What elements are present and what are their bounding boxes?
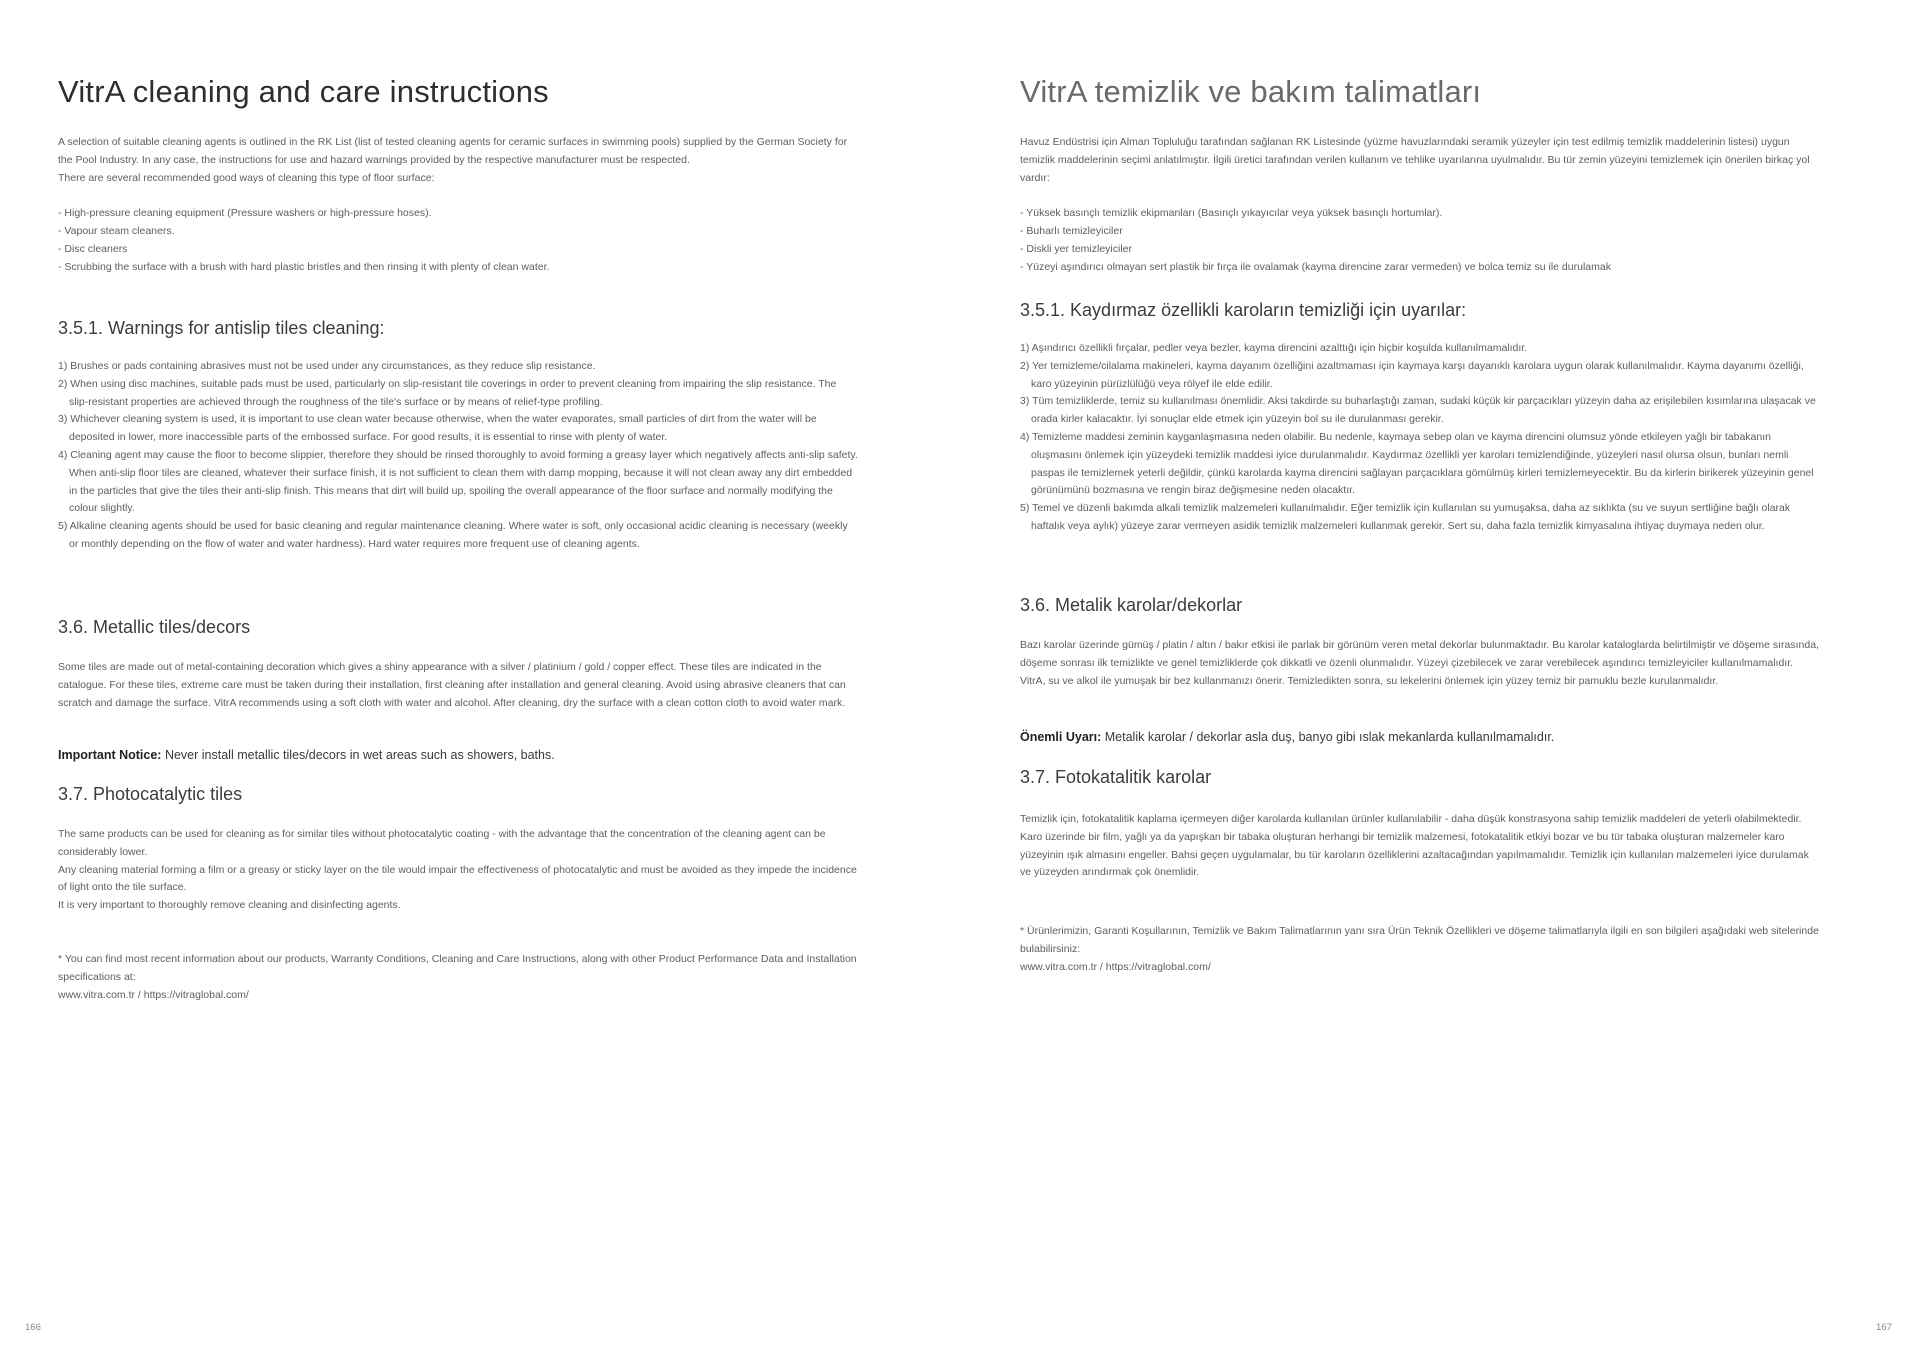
footnote xyxy=(58,951,858,1004)
page-number: 167 xyxy=(1876,1322,1892,1333)
section-heading: 3.7. Fotokatalitik karolar xyxy=(1020,767,1212,787)
warnings-list xyxy=(1020,340,1820,536)
paragraph: Temizlik için, fotokatalitik kaplama içermeyen diğer karolarda kullanılan ürünler kullanılabilir - daha düşük konstrasyona sahip temizlik maddeleri de yeterli olabilmektedir. Karo üzerinde bir film, yağlı ya da yapışkan bir tabaka oluşturan herhangi bir temizlik malzemesi, fotokatalitik etkiyi bozar ve bu tür tabaka oluşturan malzemeler karo yüzeyinin ışık almasını engeller. Bahsi geçen uygulamalar, bu tür karoların özelliklerini azaltacağından yapılmamalıdır. Temizlik için kullanılan malzemeleri iyice durulamak ve yüzeyden arındırmak çok önemlidir. xyxy=(1020,813,1809,879)
paragraph: Some tiles are made out of metal-containing decoration which gives a shiny appearance with a silver / platinium / gold / copper effect. These tiles are indicated in the catalogue. For these tiles, extreme care must be taken during their installation, first cleaning after installation and general cleaning. Avoid using abrasive cleaners that can scratch and damage the surface. VitrA recommends using a soft cloth with water and alcohol. After cleaning, dry the surface with a clean cotton cloth to avoid water mark. xyxy=(58,661,846,709)
section-36 xyxy=(58,617,858,638)
section-36-body xyxy=(58,659,858,712)
notice-label: Important Notice: xyxy=(58,748,162,762)
footnote xyxy=(1020,923,1820,976)
page-number: 166 xyxy=(25,1322,41,1333)
method-item: - Disc cleaners xyxy=(58,242,128,255)
paragraph: It is very important to thoroughly remove cleaning and disinfecting agents. xyxy=(58,899,401,912)
section-heading: 3.7. Photocatalytic tiles xyxy=(58,784,243,804)
section-37-body xyxy=(1020,811,1820,882)
method-item: - High-pressure cleaning equipment (Pressure washers or high-pressure hoses). xyxy=(58,207,432,220)
important-notice xyxy=(1020,729,1820,747)
section-351 xyxy=(58,318,858,339)
section-37 xyxy=(58,784,858,805)
page-title: VitrA cleaning and care instructions xyxy=(58,74,549,109)
list-item: 1) Brushes or pads containing abrasives must not be used under any circumstances, as they reduce slip resistance. xyxy=(58,360,596,372)
list-item: 4) Temizleme maddesi zeminin kayganlaşmasına neden olabilir. Bu nedenle, kaymaya sebep olan ve kayma direncini olumsuz yönde etkileyen yağlı bir tabakanın oluşmasını önlemek için yüzeydeki temizlik maddesi iyice durulanmalıdır. Kaydırmaz özellikli yer karoları temizlendiğinde, yüzeyleri nasıl olursa olsun, bunları nemli paspas ile temizlemek yeterli değildir, çünkü karolarda kayma direncini sağlayan parçacıklara gömülmüş kirleri temizlemeyecektir. Bu da kirlerin birikerek yüzeyinin genel görünümünü bozmasına ve rengin biraz değişmesine neden olacaktır. xyxy=(1020,430,1814,497)
method-item: - Buharlı temizleyiciler xyxy=(1020,224,1123,237)
section-heading: 3.6. Metallic tiles/decors xyxy=(58,617,251,637)
footnote-text: * Ürünlerimizin, Garanti Koşullarının, Temizlik ve Bakım Talimatlarının yanı sıra Ürün Teknik Özellikleri ve döşeme talimatlarıyla ilgili en son bilgileri aşağıdaki web sitelerinde bulabilirsiniz: xyxy=(1020,925,1819,955)
right-page xyxy=(1020,0,1820,1358)
warnings-list xyxy=(58,358,858,554)
list-item: 3) Tüm temizliklerde, temiz su kullanılması önemlidir. Aksi takdirde su buharlaştığı zaman, sudaki küçük kir parçacıkları yüzeyin daha az erişilebilen kısımlarına ulaşacak ve orada kirler kalacaktır. İyi sonuçlar elde etmek için yüzeyin bol su ile durulanması gerekir. xyxy=(1020,395,1816,426)
section-37 xyxy=(1020,767,1820,788)
intro-section xyxy=(1020,134,1820,276)
method-item: - Vapour steam cleaners. xyxy=(58,224,175,237)
method-item: - Scrubbing the surface with a brush with hard plastic bristles and then rinsing it with plenty of clean water. xyxy=(58,260,550,273)
intro-paragraph: Havuz Endüstrisi için Alman Topluluğu tarafından sağlanan RK Listesinde (yüzme havuzlarındaki seramik yüzeyler için test edilmiş temizlik maddelerinin listesi) uygun temizlik maddelerinin seçimi anlatılmıştır. İlgili üretici tarafından verilen kullanım ve tehlike uyarılarına uyulmalıdır. Bu tür zemin yüzeyini temizlemek için önerilen birkaç yol vardır: xyxy=(1020,136,1810,184)
page-title: VitrA temizlik ve bakım talimatları xyxy=(1020,74,1482,109)
list-item: 2) Yer temizleme/cilalama makineleri, kayma dayanım özelliğini azaltmaması için kaymaya karşı dayanıklı karolara uygun olarak kullanılmalıdır. Kayma dayanımı özelliği, karo yüzeyinin pürüzlülüğü veya rölyef ile elde edilir. xyxy=(1020,359,1804,390)
section-36-body xyxy=(1020,637,1820,690)
intro-paragraph: A selection of suitable cleaning agents is outlined in the RK List (list of tested cleaning agents for ceramic surfaces in swimming pools) supplied by the German Society for the Pool Industry. In any case, the instructions for use and hazard warnings provided by the respective manufacturer must be respected. xyxy=(58,136,848,166)
method-item: - Yüzeyi aşındırıcı olmayan sert plastik bir fırça ile ovalamak (kayma direncine zarar vermeden) ve bolca temiz su ile durulamak xyxy=(1020,260,1611,273)
important-notice xyxy=(58,747,858,765)
footnote-links: www.vitra.com.tr / https://vitraglobal.com/ xyxy=(58,988,249,1001)
section-heading: 3.5.1. Warnings for antislip tiles cleaning: xyxy=(58,318,385,338)
method-item: - Yüksek basınçlı temizlik ekipmanları (Basınçlı yıkayıcılar veya yüksek basınçlı hortumlar). xyxy=(1020,207,1443,220)
left-page xyxy=(58,0,858,1358)
intro-section xyxy=(58,134,858,276)
section-351 xyxy=(1020,300,1820,321)
section-36 xyxy=(1020,595,1820,616)
list-item: 3) Whichever cleaning system is used, it is important to use clean water because otherwise, when the water evaporates, small particles of dirt from the water will be deposited in lower, more inaccessible parts of the embossed surface. For good results, it is essential to rinse with plenty of water. xyxy=(58,413,817,444)
notice-text: Never install metallic tiles/decors in wet areas such as showers, baths. xyxy=(161,748,555,762)
list-item: 5) Temel ve düzenli bakımda alkali temizlik malzemeleri kullanılmalıdır. Eğer temizlik için kullanılan su yumuşaksa, daha az sıklıkta (su ve suyun sertliğine bağlı olarak haftalık veya aylık) yüzeye zarar vermeyen asidik temizlik malzemeleri kullanmak gerekir. Sert su, daha fazla temizlik kimyasalına ihtiyaç duymaya neden olur. xyxy=(1020,502,1791,532)
list-item: 2) When using disc machines, suitable pads must be used, particularly on slip-resistant tile coverings in order to prevent cleaning from impairing the slip resistance. The slip-resistant properties are achieved through the roughness of the tile's surface or by means of relief-type profiling. xyxy=(58,377,837,408)
list-item: 5) Alkaline cleaning agents should be used for basic cleaning and regular maintenance cleaning. Where water is soft, only occasional acidic cleaning is necessary (weekly or monthly depending on the flow of water and water hardness). Hard water requires more frequent use of cleaning agents. xyxy=(58,520,848,550)
method-item: - Diskli yer temizleyiciler xyxy=(1020,242,1133,255)
notice-label: Önemli Uyarı: xyxy=(1020,730,1102,744)
section-heading: 3.5.1. Kaydırmaz özellikli karoların temizliği için uyarılar: xyxy=(1020,300,1467,320)
list-item: 1) Aşındırıcı özellikli fırçalar, pedler veya bezler, kayma direncini azalttığı için hiçbir koşulda kullanılmamalıdır. xyxy=(1020,342,1528,354)
section-37-body xyxy=(58,826,858,915)
notice-text: Metalik karolar / dekorlar asla duş, banyo gibi ıslak mekanlarda kullanılmamalıdır. xyxy=(1101,730,1555,744)
paragraph: The same products can be used for cleaning as for similar tiles without photocatalytic coating - with the advantage that the concentration of the cleaning agent can be considerably lower. xyxy=(58,828,826,858)
paragraph: Any cleaning material forming a film or a greasy or sticky layer on the tile would impair the effectiveness of photocatalytic and must be avoided as they impede the incidence of light onto the tile surface. xyxy=(58,863,857,894)
intro-paragraph: There are several recommended good ways of cleaning this type of floor surface: xyxy=(58,171,435,184)
footnote-text: * You can find most recent information about our products, Warranty Conditions, Cleaning and Care Instructions, along with other Product Performance Data and Installation specifications at: xyxy=(58,953,857,983)
paragraph: Bazı karolar üzerinde gümüş / platin / altın / bakır etkisi ile parlak bir görünüm veren metal dekorlar bulunmaktadır. Bu karolar kataloglarda belirtilmiştir ve döşeme sırasında, döşeme sonrası ilk temizlikte ve genel temizliklerde çok dikkatli ve özenli olunmalıdır. Yüzeyi çizebilecek ve zarar verebilecek aşındırıcı temizleyiciler kullanılmamalıdır. VitrA, su ve alkol ile yumuşak bir bez kullanmanızı önerir. Temizledikten sonra, su lekelerini önlemek için yüzey temiz bir pamuklu bezle kurulanmalıdır. xyxy=(1020,639,1819,687)
footnote-links: www.vitra.com.tr / https://vitraglobal.com/ xyxy=(1020,960,1211,973)
section-heading: 3.6. Metalik karolar/dekorlar xyxy=(1020,595,1243,615)
list-item: 4) Cleaning agent may cause the floor to become slippier, therefore they should be rinsed thoroughly to avoid forming a greasy layer which negatively affects anti-slip safety. When anti-slip floor tiles are cleaned, whatever their surface finish, it is not sufficient to clean them with damp mopping, because it will not clean away any dirt embedded in the particles that give the tiles their anti-slip finish. This means that dirt will build up, spoiling the overall appearance of the floor surface and normally modifying the colour slightly. xyxy=(58,448,858,515)
